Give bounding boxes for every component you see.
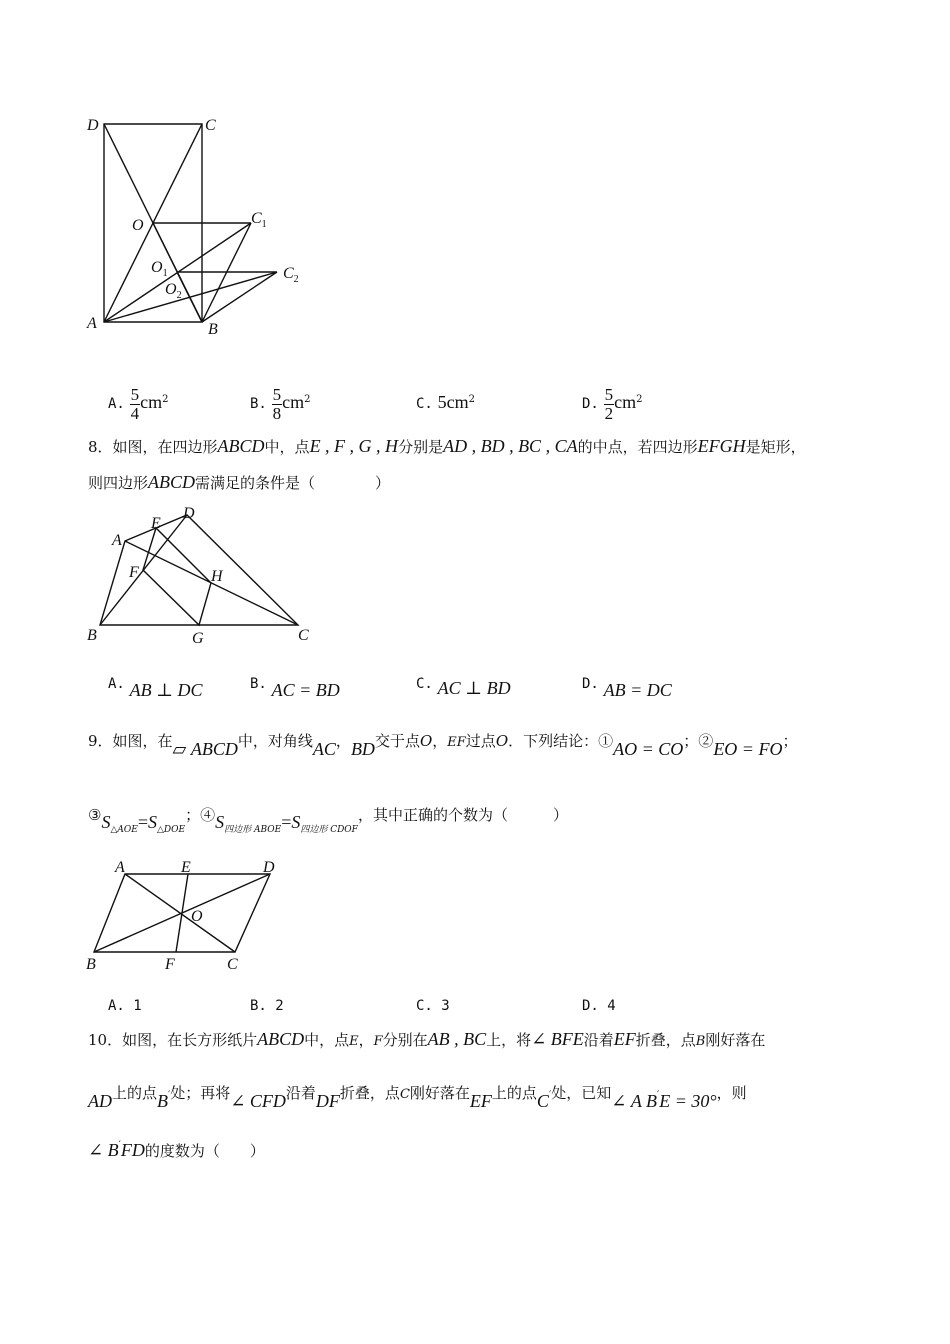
option-letter: B.: [250, 396, 267, 412]
label-b: B: [87, 627, 97, 644]
option-expr: AC ⊥ BD: [437, 678, 511, 698]
exponent: 2: [304, 394, 311, 405]
label-c2: $C_2$: [283, 265, 299, 285]
label-o2: $O_2$: [165, 281, 182, 301]
q9-line1: 9．如图，在▱ ABCD中，对角线AC，BD交于点O，EF过点O．下列结论：①AO = CO；②EO = FO；: [88, 732, 798, 759]
q7-option-a[interactable]: [108, 380, 169, 423]
q8-line2: 则四边形ABCD需满足的条件是（ ）: [88, 472, 391, 492]
label-d: D: [263, 859, 275, 876]
q9-option-d[interactable]: D. 4: [582, 998, 616, 1014]
label-d: D: [87, 117, 99, 134]
segment-ac2: [104, 272, 277, 322]
unit: cm: [282, 392, 305, 412]
label-c: C: [227, 956, 238, 973]
fraction: $\frac{5}{8}$: [272, 384, 282, 423]
q9-option-a[interactable]: A. 1: [108, 998, 142, 1014]
q10-line3: ∠ B′FD的度数为（ ）: [88, 1140, 265, 1160]
label-f: F: [129, 564, 139, 581]
figure-q8-quadrilateral: [80, 500, 330, 650]
label-h: H: [211, 568, 223, 585]
label-d: D: [183, 505, 195, 522]
label-b: B: [86, 956, 96, 973]
q9-option-b[interactable]: B. 2: [250, 998, 284, 1014]
option-letter: D.: [582, 676, 599, 692]
figure-q7-rectangle: [80, 110, 320, 340]
exponent: 2: [636, 394, 643, 405]
fraction: $\frac{5}{4}$: [130, 384, 140, 423]
fraction: $\frac{5}{2}$: [604, 384, 614, 423]
exponent: 2: [162, 394, 169, 405]
label-f: F: [165, 956, 175, 973]
unit: cm: [140, 392, 163, 412]
label-g: G: [192, 630, 204, 647]
label-b: B: [208, 321, 218, 338]
option-letter: C.: [416, 396, 433, 412]
label-e: E: [181, 859, 191, 876]
label-a: A: [115, 859, 125, 876]
label-c: C: [298, 627, 309, 644]
label-o1: $O_1$: [151, 259, 168, 279]
figure-q9-parallelogram: [80, 852, 300, 977]
diagonal-ac: [125, 874, 235, 952]
q7-option-b[interactable]: [250, 380, 311, 423]
label-e: E: [151, 515, 161, 532]
q8-option-d[interactable]: [582, 672, 672, 700]
q9-line2: $③S_{\triangle AOE}=S_{\triangle DOE}$；$④S_{四边形 ABOE}=S_{四边形 CDOF}$，其中正确的个数为（ ）: [88, 806, 568, 835]
label-c: C: [205, 117, 216, 134]
option-letter: A.: [108, 676, 125, 692]
segment-ef: [176, 874, 188, 952]
q8-option-b[interactable]: [250, 672, 340, 700]
option-letter: D.: [582, 396, 599, 412]
q7-option-d[interactable]: [582, 380, 643, 423]
exponent: 2: [468, 394, 476, 405]
label-c1: $C_1$: [251, 210, 267, 230]
quad-efgh: [143, 528, 211, 625]
q8-line1: 8．如图，在四边形ABCD中，点E , F , G , H分别是AD , BD , BC , CA的中点，若四边形EFGH是矩形，: [88, 436, 806, 456]
value: 5: [437, 392, 447, 412]
label-a: A: [112, 532, 122, 549]
unit: cm: [446, 392, 469, 412]
q8-option-c[interactable]: [416, 672, 511, 698]
label-o: O: [132, 217, 144, 234]
label-o: O: [191, 908, 203, 925]
option-expr: AB ⊥ DC: [129, 680, 203, 700]
label-a: A: [87, 315, 97, 332]
q10-line1: 10．如图，在长方形纸片ABCD中，点E，F分别在AB , BC上，将∠ BFE沿着EF折叠，点B刚好落在: [88, 1029, 766, 1049]
q8-option-a[interactable]: [108, 672, 203, 700]
option-letter: A.: [108, 396, 125, 412]
option-letter: B.: [250, 676, 267, 692]
q9-option-c[interactable]: C. 3: [416, 998, 450, 1014]
unit: cm: [614, 392, 637, 412]
option-letter: C.: [416, 676, 433, 692]
option-expr: AC = BD: [271, 680, 340, 700]
q7-option-c[interactable]: [416, 380, 475, 420]
segment-bc2: [202, 272, 277, 322]
q10-line2: AD上的点B′处；再将∠ CFD沿着DF折叠，点C刚好落在EF上的点C′处，已知∠ A B′E = 30°，则: [88, 1084, 747, 1111]
option-expr: AB = DC: [603, 680, 672, 700]
